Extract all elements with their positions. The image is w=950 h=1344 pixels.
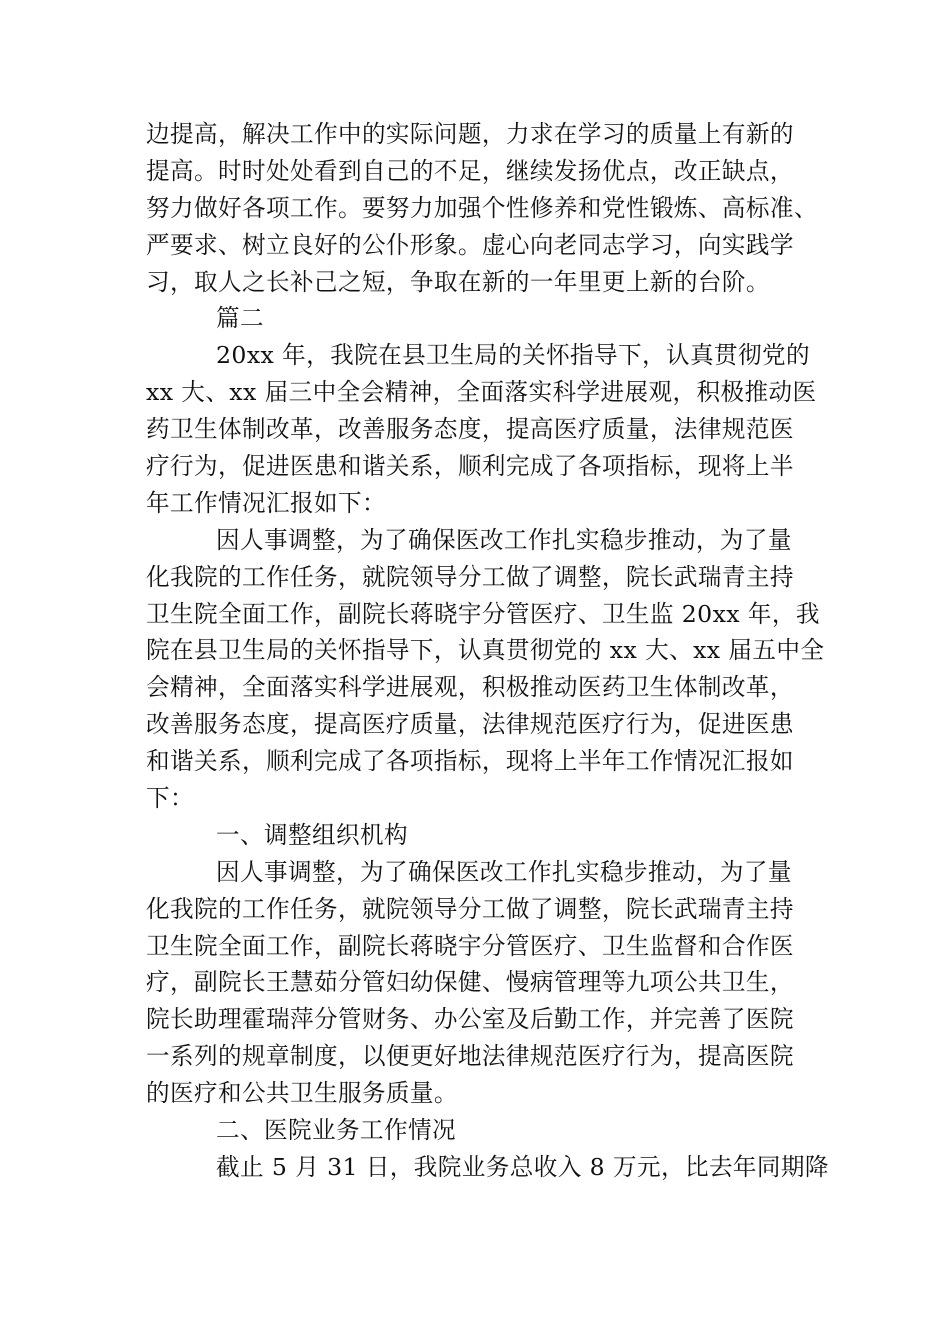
text-line: 因人事调整，为了确保医改工作扎实稳步推动，为了量 <box>216 525 792 554</box>
text-line: 疗行为，促进医患和谐关系，顺利完成了各项指标，现将上半 <box>146 452 794 481</box>
text-line: 下： <box>146 784 194 813</box>
text-line: 化我院的工作任务，就院领导分工做了调整，院长武瑞青主持 <box>146 562 794 591</box>
text-line: 一系列的规章制度，以便更好地法律规范医疗行为，提高医院 <box>146 1042 794 1071</box>
text-line: 院长助理霍瑞萍分管财务、办公室及后勤工作，并完善了医院 <box>146 1005 794 1034</box>
text-line: 二、医院业务工作情况 <box>216 1116 456 1145</box>
document-body <box>146 116 829 1186</box>
text-line: 因人事调整，为了确保医改工作扎实稳步推动，为了量 <box>216 857 792 886</box>
text-line: 一、调整组织机构 <box>216 820 408 849</box>
text-line: 药卫生体制改革，改善服务态度，提高医疗质量，法律规范医 <box>146 415 794 444</box>
text-line: 的医疗和公共卫生服务质量。 <box>146 1079 458 1108</box>
text-line: 20xx 年，我院在县卫生局的关怀指导下，认真贯彻党的 <box>216 341 810 370</box>
text-line: 和谐关系，顺利完成了各项指标，现将上半年工作情况汇报如 <box>146 747 794 776</box>
text-line: 疗，副院长王慧茹分管妇幼保健、慢病管理等九项公共卫生， <box>146 968 794 997</box>
text-line: 提高。时时处处看到自己的不足，继续发扬优点，改正缺点， <box>146 156 794 185</box>
text-line: 化我院的工作任务，就院领导分工做了调整，院长武瑞青主持 <box>146 894 794 923</box>
text-line: xx 大、xx 届三中全会精神，全面落实科学进展观，积极推动医 <box>146 378 817 407</box>
text-line: 努力做好各项工作。要努力加强个性修养和党性锻炼、高标准、 <box>146 193 818 222</box>
text-line: 卫生院全面工作，副院长蒋晓宇分管医疗、卫生监 20xx 年，我 <box>146 599 820 628</box>
text-line: 截止 5 月 31 日，我院业务总收入 8 万元，比去年同期降 <box>216 1152 829 1181</box>
text-line: 院在县卫生局的关怀指导下，认真贯彻党的 xx 大、xx 届五中全 <box>146 636 825 665</box>
text-line: 卫生院全面工作，副院长蒋晓宇分管医疗、卫生监督和合作医 <box>146 931 794 960</box>
text-line: 会精神，全面落实科学进展观，积极推动医药卫生体制改革， <box>146 673 794 702</box>
text-line: 习，取人之长补己之短，争取在新的一年里更上新的台阶。 <box>146 267 770 296</box>
text-line: 改善服务态度，提高医疗质量，法律规范医疗行为，促进医患 <box>146 710 794 739</box>
text-line: 年工作情况汇报如下： <box>146 488 386 517</box>
text-line: 边提高，解决工作中的实际问题，力求在学习的质量上有新的 <box>146 120 794 148</box>
text-line: 严要求、树立良好的公仆形象。虚心向老同志学习，向实践学 <box>146 230 794 259</box>
text-line: 篇二 <box>216 304 264 333</box>
